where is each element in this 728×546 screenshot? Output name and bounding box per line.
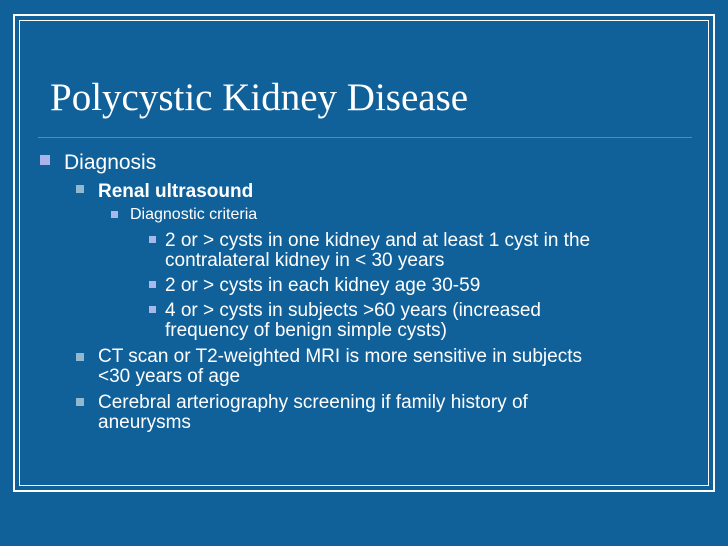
bullet-ct-mri-line2: <30 years of age <box>98 366 241 387</box>
bullet-criterion-3-line1: 4 or > cysts in subjects >60 years (increased <box>165 300 541 321</box>
bullet-square-icon <box>111 211 118 218</box>
bullet-ct-mri-line1: CT scan or T2-weighted MRI is more sensitive in subjects <box>98 346 582 367</box>
bullet-square-icon <box>149 281 156 288</box>
bullet-square-icon <box>76 398 84 406</box>
bullet-arteriography-line1: Cerebral arteriography screening if family history of <box>98 392 528 413</box>
bullet-diagnostic-criteria: Diagnostic criteria <box>130 206 258 223</box>
bullet-square-icon <box>149 236 156 243</box>
slide-title: Polycystic Kidney Disease <box>50 76 469 119</box>
bullet-arteriography-line2: aneurysms <box>98 412 191 433</box>
bullet-diagnosis: Diagnosis <box>64 151 157 174</box>
bullet-square-icon <box>76 185 84 193</box>
bullet-square-icon <box>40 155 50 165</box>
bullet-criterion-1-line2: contralateral kidney in < 30 years <box>165 250 445 271</box>
bullet-criterion-3-line2: frequency of benign simple cysts) <box>165 320 447 341</box>
bullet-renal-ultrasound: Renal ultrasound <box>98 181 254 202</box>
bullet-criterion-2: 2 or > cysts in each kidney age 30-59 <box>165 275 481 296</box>
bullet-square-icon <box>76 353 84 361</box>
bullet-criterion-1-line1: 2 or > cysts in one kidney and at least 1 cyst in the <box>165 230 591 251</box>
bullet-square-icon <box>149 306 156 313</box>
